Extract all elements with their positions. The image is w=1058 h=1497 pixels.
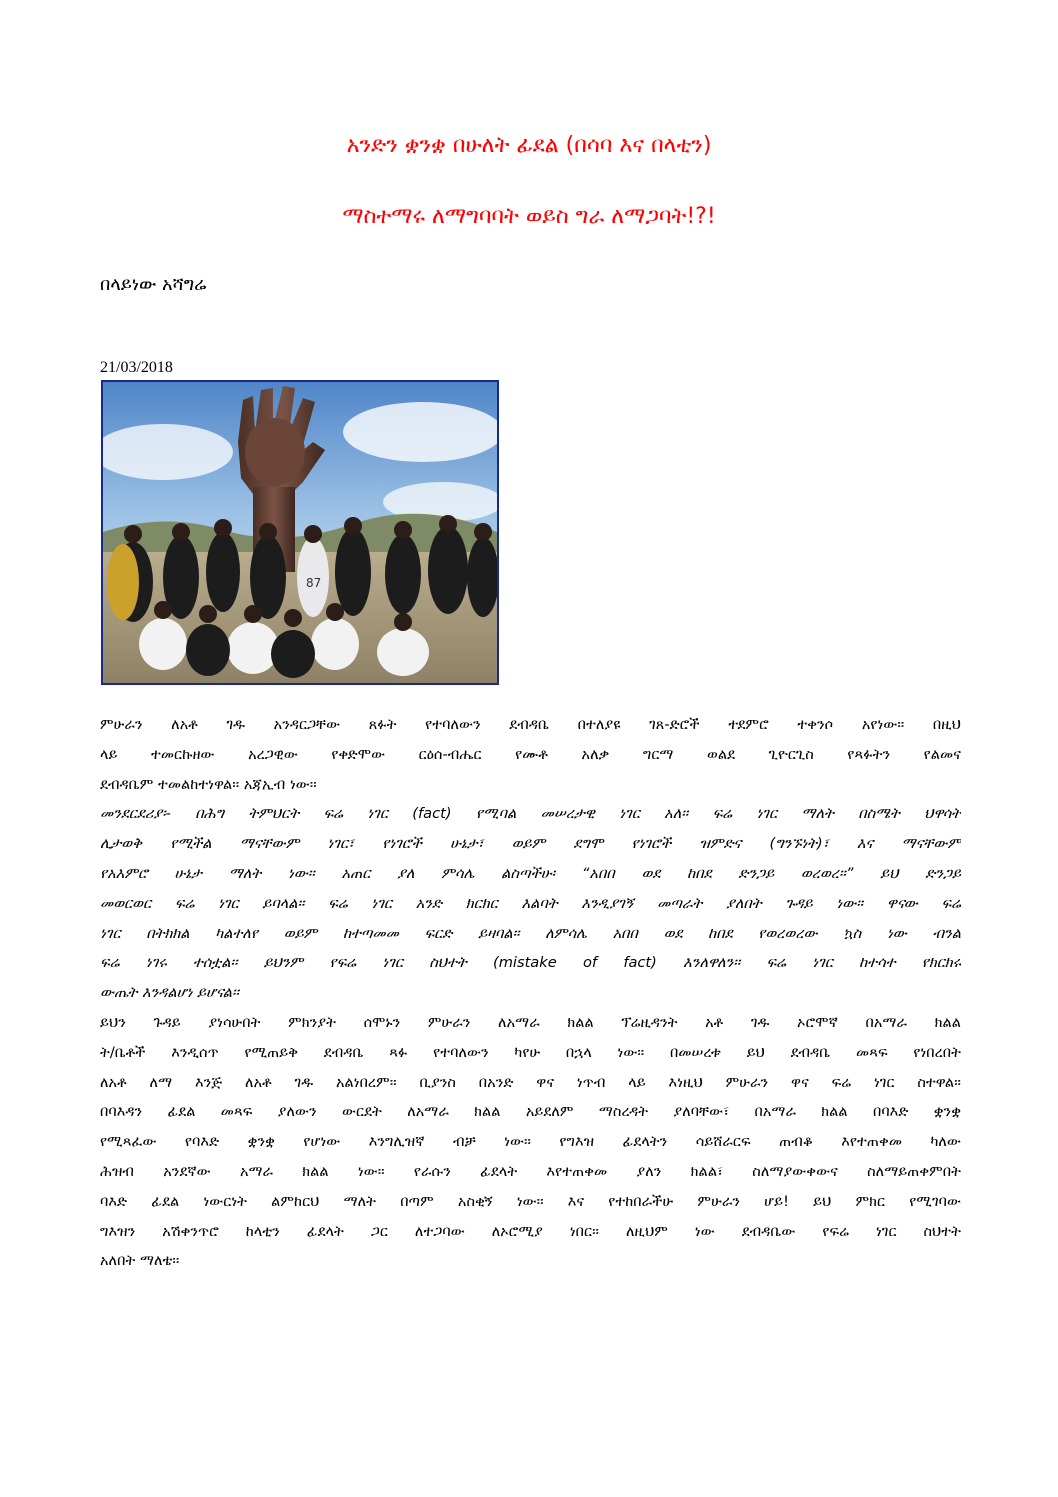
paragraph-3 (100, 1008, 961, 1276)
paragraph-1 (100, 710, 961, 799)
paragraph-line: የአእምሮ ሁኔታ ማለት ነው፡፡ አጠር ያለ ምሳሌ ልስጣችሁ፡ “አበበ ወደ ከበደ ድንጋይ ወረወረ፡፡” ይህ ድንጋይ (100, 864, 961, 882)
paragraph-line: ደብዳቤም ተመልከተነዋል፡፡ አጃኢብ ነው፡፡ (100, 775, 317, 793)
paragraph-line: ውጤት እንዳልሆነ ይሆናል፡፡ (100, 984, 239, 1002)
paragraph-2 (100, 799, 961, 1008)
paragraph-line: መንደርደሪያ፡- በሕግ ትምህርት ፍሬ ነገር (fact) የሚባል መሠረታዊ ነገር አለ፡፡ ፍሬ ነገር ማለት በስሜት ህዋሳት (100, 805, 961, 823)
paragraph-line: ት/ቤቶች እንዲሰጥ የሚጠይቅ ደብዳቤ ጻፉ የተባለውን ካየሁ በኋላ ነው፡፡ በመሠረቱ ይህ ደብዳቤ መጻፍ የነበረበት (100, 1043, 961, 1061)
paragraph-line: የሚጻፈው የባእድ ቋንቋ የሆነው እንግሊዝኛ ብቻ ነው፡፡ የግእዝ ፊደላትን ሳይሸራርፍ ጠብቆ እየተጠቀመ ካለው (100, 1133, 961, 1151)
title-line-2: ማስተማሩ ለማግባባት ወይስ ግራ ለማጋባት!?! (342, 204, 716, 229)
paragraph-line: ባእድ ፊደል ነውርነት ልምከርህ ማለት በጣም አስቂኝ ነው፡፡ እና የተከበራችሁ ምሁራን ሆይ! ይህ ምክር የሚገባው (100, 1192, 961, 1210)
paragraph-line: ላይ ተመርኩዘው አረጋዊው የቀድሞው ርዕሰ-ብሔር የሙቶ አለቃ ግርማ ወልደ ጊዮርጊስ የጻፉትን የልመና (100, 745, 961, 763)
paragraph-line: ሊታወቅ የሚችል ማናቸውም ነገር፣ የነገሮች ሁኔታ፣ ወይም ደግሞ የነገሮች ዝምድና (ግንኙነት)፣ እና ማናቸውም (100, 835, 961, 853)
shirt-number: 87 (306, 576, 322, 590)
paragraph-line: ምሁራን ለአቶ ገዱ አንዳርጋቸው ጸፉት የተባለውን ደብዳቤ በተለያዩ ገጸ-ድሮች ተደምሮ ተቀንሶ አየነው፡፡ በዚህ (100, 716, 961, 733)
paragraph-line: መወርወር ፍሬ ነገር ይባላል፡፡ ፍሬ ነገር አንድ ክርክር እልባት እንዲያገኝ መጣራት ያለበት ጉዳይ ነው፡፡ ዋናው ፍሬ (100, 894, 961, 912)
title-line-1: አንድን ቋንቋ በሁለት ፊደል (በሳባ እና በላቲን) (346, 133, 712, 158)
paragraph-line: ይህን ጉዳይ ያነሳሁበት ምክንያት ሰሞኑን ምሁራን ለአማራ ክልል ፕሬዚዳንት አቶ ገዱ ኦሮሞኛ በአማራ ክልል (100, 1013, 961, 1031)
paragraph-line: ፍሬ ነገሩ ተሰቷል፡፡ ይህንም የፍሬ ነገር ስህተት (mistake of fact) እንለዋለን፡፡ ፍሬ ነገር ከተሳተ የክርክሩ (100, 954, 961, 972)
article-photo (101, 380, 499, 685)
paragraph-line: ነገር በትክክል ካልተለየ ወይም ከተጣመመ ፍርድ ይዛባል፡፡ ለምሳሌ አበበ ወደ ከበደ የወረወረው ኳስ ነው ብንል (100, 924, 961, 942)
article-body (100, 710, 961, 1276)
paragraph-line: ለአቶ ለማ እንጅ ለአቶ ገዱ አልነበረም፡፡ ቢያንስ በአንድ ዋና ነጥብ ላይ እነዚህ ምሁራን ዋና ፍሬ ነገር ስተዋል፡፡ (100, 1073, 961, 1091)
paragraph-line: ግእዝን አሽቀንጥሮ ከላቲን ፊደላት ጋር ለተጋባው ለኦሮሚያ ነበር፡፡ ለዚህም ነው ደብዳቤው የፍሬ ነገር ስህተት (100, 1222, 961, 1240)
author-name: በላይነው አሻግሬ (100, 274, 207, 295)
paragraph-line: አለበት ማለቴ፡፡ (100, 1252, 180, 1270)
group-monument-photo (103, 382, 497, 683)
paragraph-line: በባእዳን ፊደል መጻፍ ያለውን ውርደት ለአማራ ክልል አይደለም ማስረዳት ያለባቸው፣ በአማራ ክልል በባእድ ቋንቋ (100, 1103, 961, 1121)
paragraph-line: ሕዝብ አንደኛው አማራ ክልል ነው፡፡ የራሱን ፊደላት እየተጠቀመ ያለን ክልል፣ ስለማያውቀውና ስለማይጠቀምበት (100, 1162, 961, 1180)
publication-date: 21/03/2018 (100, 359, 173, 376)
